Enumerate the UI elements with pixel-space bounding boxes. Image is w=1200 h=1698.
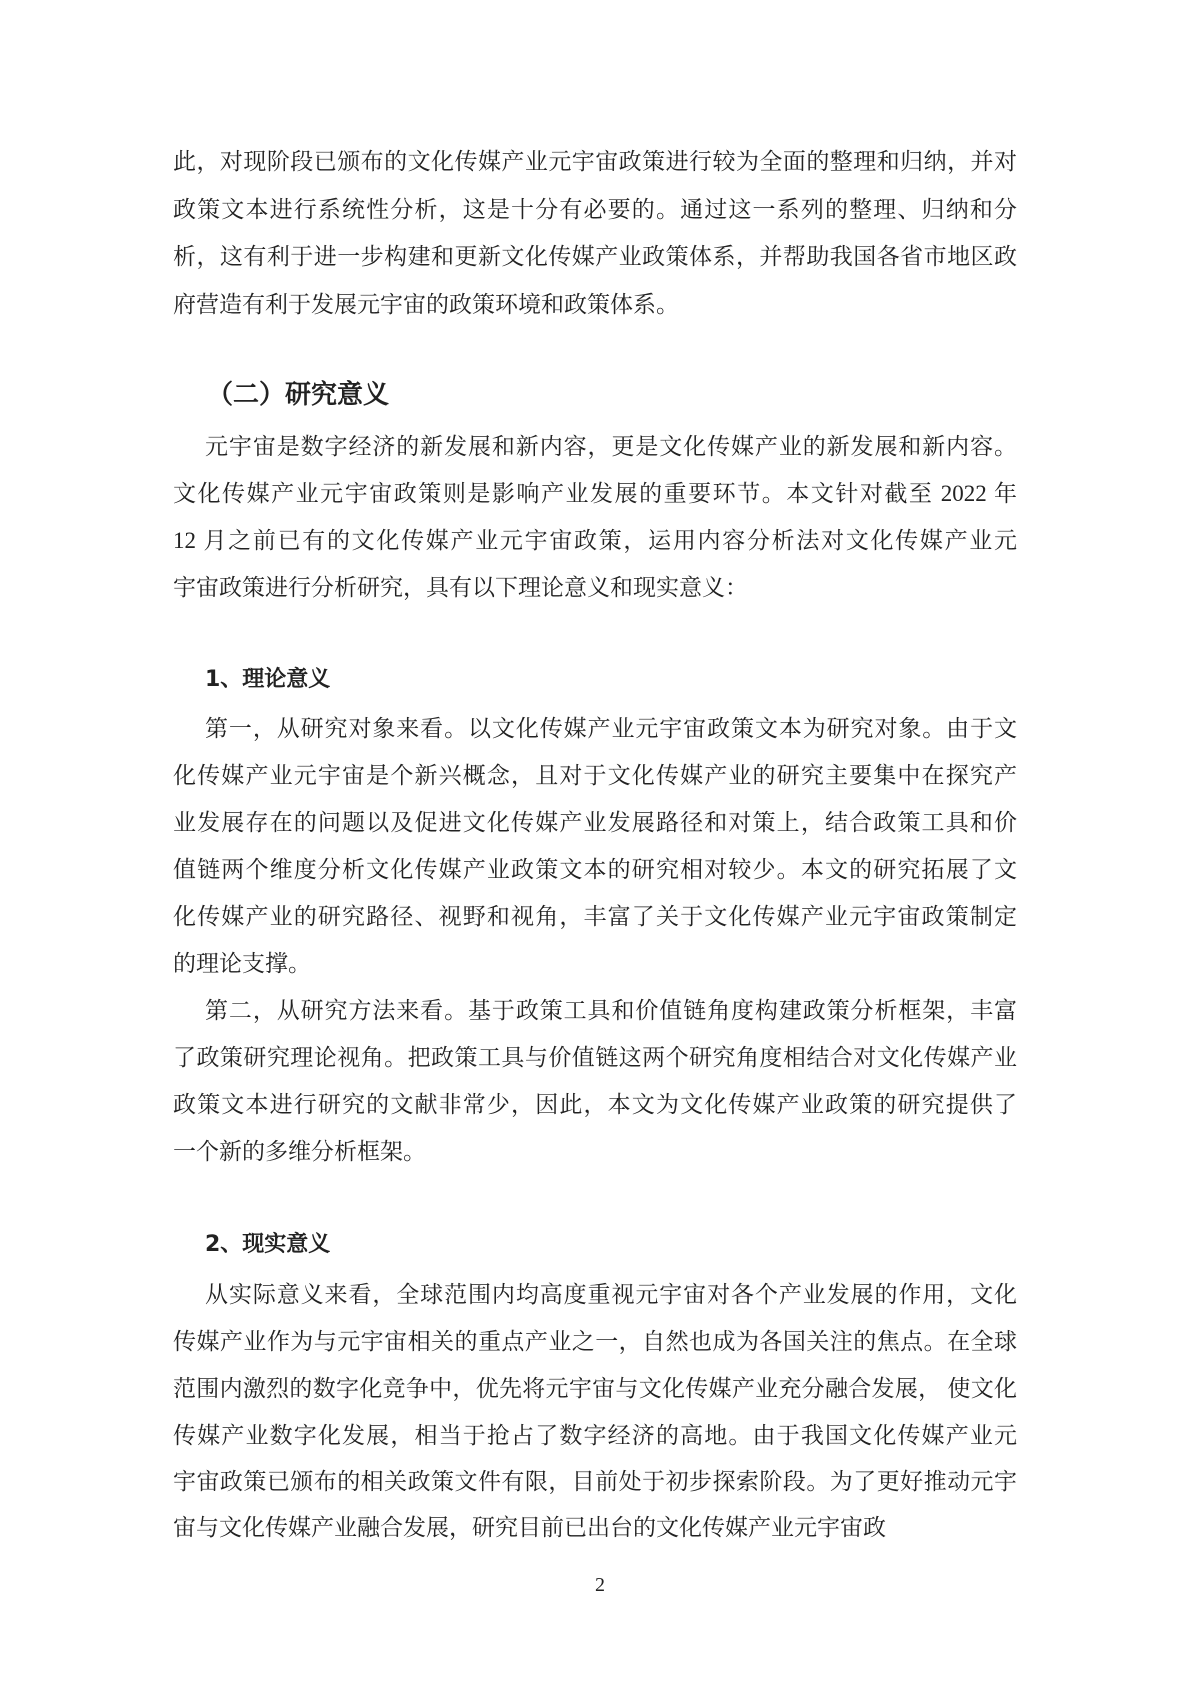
paragraph-line: 范围内激烈的数字化竞争中，优先将元宇宙与文化传媒产业充分融合发展， 使文化 [173, 1376, 1017, 1401]
paragraph-line: 传媒产业数字化发展，相当于抢占了数字经济的高地。由于我国文化传媒产业元 [173, 1423, 1017, 1448]
paragraph-line: 政策文本进行系统性分析，这是十分有必要的。通过这一系列的整理、归纳和分 [173, 197, 1017, 222]
paragraph-line: 从实际意义来看，全球范围内均高度重视元宇宙对各个产业发展的作用，文化 [205, 1282, 1017, 1307]
section-heading: （二）研究意义 [207, 380, 390, 410]
paragraph-line: 了政策研究理论视角。把政策工具与价值链这两个研究角度相结合对文化传媒产业 [173, 1045, 1017, 1070]
paragraph-line: 化传媒产业元宇宙是个新兴概念，且对于文化传媒产业的研究主要集中在探究产 [173, 763, 1017, 788]
paragraph-line: 文化传媒产业元宇宙政策则是影响产业发展的重要环节。本文针对截至 2022 年 [173, 481, 1017, 506]
paragraph-line: 第二，从研究方法来看。基于政策工具和价值链角度构建政策分析框架，丰富 [205, 998, 1017, 1023]
page-number: 2 [595, 1574, 605, 1596]
paragraph-line: 12 月之前已有的文化传媒产业元宇宙政策，运用内容分析法对文化传媒产业元 [173, 528, 1017, 553]
paragraph-line: 析，这有利于进一步构建和更新文化传媒产业政策体系，并帮助我国各省市地区政 [173, 244, 1017, 269]
paragraph-line: 值链两个维度分析文化传媒产业政策文本的研究相对较少。本文的研究拓展了文 [173, 857, 1017, 882]
paragraph-line: 宇宙政策已颁布的相关政策文件有限，目前处于初步探索阶段。为了更好推动元宇 [173, 1469, 1017, 1494]
paragraph-line: 政策文本进行研究的文献非常少，因此，本文为文化传媒产业政策的研究提供了 [173, 1092, 1017, 1117]
paragraph-line: 此，对现阶段已颁布的文化传媒产业元宇宙政策进行较为全面的整理和归纳，并对 [173, 149, 1017, 174]
paragraph-line: 一个新的多维分析框架。 [173, 1139, 426, 1164]
paragraph-line: 化传媒产业的研究路径、视野和视角，丰富了关于文化传媒产业元宇宙政策制定 [173, 904, 1017, 929]
paragraph-line: 业发展存在的问题以及促进文化传媒产业发展路径和对策上，结合政策工具和价 [173, 810, 1017, 835]
paragraph-line: 宙与文化传媒产业融合发展，研究目前已出台的文化传媒产业元宇宙政 [173, 1515, 886, 1540]
paragraph-line: 的理论支撑。 [173, 951, 311, 976]
paragraph-line: 府营造有利于发展元宇宙的政策环境和政策体系。 [173, 292, 679, 317]
subsection-heading: 1、理论意义 [205, 667, 331, 692]
paragraph-line: 第一，从研究对象来看。以文化传媒产业元宇宙政策文本为研究对象。由于文 [205, 716, 1017, 741]
subsection-heading: 2、现实意义 [205, 1232, 331, 1257]
paragraph-line: 传媒产业作为与元宇宙相关的重点产业之一，自然也成为各国关注的焦点。在全球 [173, 1329, 1017, 1354]
paragraph-line: 宇宙政策进行分析研究，具有以下理论意义和现实意义： [173, 575, 748, 600]
paragraph-line: 元宇宙是数字经济的新发展和新内容，更是文化传媒产业的新发展和新内容。 [205, 434, 1017, 459]
